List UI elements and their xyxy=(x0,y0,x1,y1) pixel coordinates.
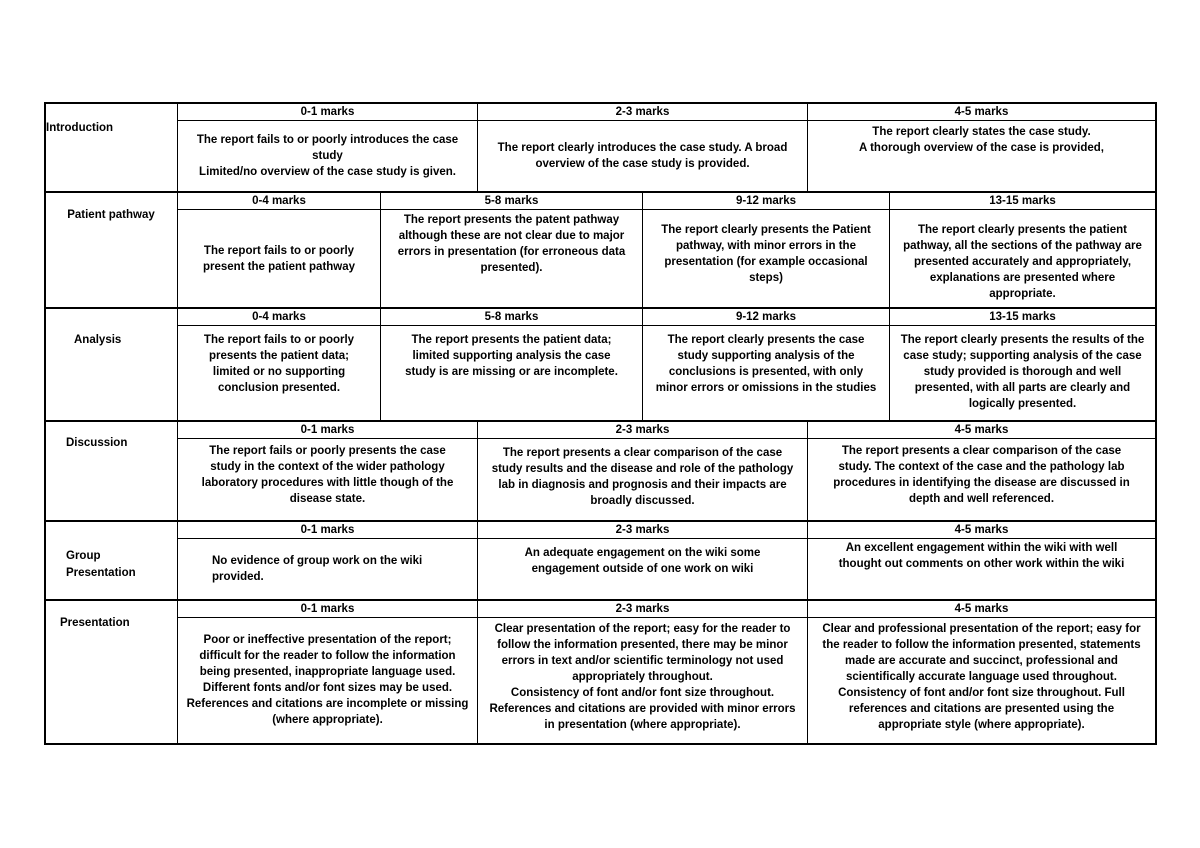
descriptor-cell: The report fails or poorly presents the case study in the context of the wider pathology laboratory procedures with little though of the disease state. xyxy=(178,439,478,520)
marks-band-header: 5-8 marks xyxy=(381,193,643,209)
criterion-label: Patient pathway xyxy=(67,209,155,221)
descriptor-cell: The report presents a clear comparison of the case study. The context of the case and the pathology lab procedures in identifying the disease are discussed in depth and well referenced. xyxy=(833,445,1130,505)
marks-header-row xyxy=(178,422,1155,439)
descriptor-cell: The report clearly presents the patient pathway, all the sections of the pathway are presented accurately and appropriately, explanations are presented where appropriate. xyxy=(903,224,1142,300)
marks-band-header: 13-15 marks xyxy=(989,195,1056,207)
rubric-section-presentation xyxy=(44,599,1157,745)
marks-band-header: 4-5 marks xyxy=(954,106,1009,118)
marks-band-header: 2-3 marks xyxy=(478,104,808,120)
descriptor-cell: The report clearly states the case study. A thorough overview of the case is provided, xyxy=(859,126,1104,154)
marks-band-header: 2-3 marks xyxy=(478,422,808,438)
descriptor-cell: The report clearly introduces the case study. A broad overview of the case study is provided. xyxy=(478,121,808,191)
criterion-cell xyxy=(46,104,178,191)
marks-header-row xyxy=(178,193,1155,210)
marks-band-header: 0-1 marks xyxy=(178,601,478,617)
criterion-cell xyxy=(46,193,178,307)
marks-band-header: 0-4 marks xyxy=(178,193,381,209)
descriptor-cell: No evidence of group work on the wiki provided. xyxy=(178,539,478,599)
marks-band-header: 4-5 marks xyxy=(954,424,1009,436)
criterion-label: Analysis xyxy=(74,334,122,346)
criterion-label: Group Presentation xyxy=(66,550,136,579)
marks-band-header: 0-4 marks xyxy=(178,309,381,325)
rubric-section-patient-pathway xyxy=(44,191,1157,307)
criterion-label: Introduction xyxy=(46,122,114,134)
marks-band-header: 0-1 marks xyxy=(178,522,478,538)
descriptor-cell: An adequate engagement on the wiki some engagement outside of one work on wiki xyxy=(478,539,808,599)
marks-band-header: 0-1 marks xyxy=(178,104,478,120)
criterion-cell xyxy=(46,601,178,743)
criterion-cell xyxy=(46,522,178,599)
marks-band-header: 2-3 marks xyxy=(478,601,808,617)
criterion-cell xyxy=(46,309,178,420)
marks-header-row xyxy=(178,522,1155,539)
descriptor-cell: Clear and professional presentation of the report; easy for the reader to follow the information presented, statements made are accurate and succinct, professional and scientifically accurate language used throughout. Consistency of font and/or font size throughout. Full references and citations are presented using the appropriate style (where appropriate). xyxy=(822,623,1141,731)
descriptor-cell: The report fails to or poorly present the patient pathway xyxy=(178,210,381,307)
criterion-label: Presentation xyxy=(60,617,130,629)
criterion-cell xyxy=(46,422,178,520)
descriptor-cell: The report clearly presents the results of the case study; supporting analysis of the case study provided is thorough and well presented, with all parts are clearly and logically presented. xyxy=(900,334,1145,410)
marking-rubric-table xyxy=(44,102,1157,745)
marks-band-header: 4-5 marks xyxy=(954,524,1009,536)
marks-header-row xyxy=(178,309,1155,326)
marks-band-header: 9-12 marks xyxy=(643,193,890,209)
rubric-section-group-presentation xyxy=(44,520,1157,599)
descriptor-cell: The report clearly presents the Patient pathway, with minor errors in the presentation (for example occasional steps) xyxy=(643,210,890,307)
marks-band-header: 13-15 marks xyxy=(989,311,1056,323)
descriptor-cell: The report presents the patient data; limited supporting analysis the case study is are missing or are incomplete. xyxy=(381,326,643,420)
descriptor-cell: The report presents the patent pathway although these are not clear due to major errors in presentation (for erroneous data presented). xyxy=(381,210,643,307)
marks-header-row xyxy=(178,601,1155,618)
criterion-label: Discussion xyxy=(66,437,128,449)
rubric-section-discussion xyxy=(44,420,1157,520)
descriptor-cell: The report fails to or poorly presents the patient data; limited or no supporting conclusion presented. xyxy=(178,326,381,420)
descriptor-cell: The report presents a clear comparison of the case study results and the disease and role of the pathology lab in diagnosis and prognosis and their impacts are broadly discussed. xyxy=(478,439,808,520)
marks-header-row xyxy=(178,104,1155,121)
descriptor-cell: An excellent engagement within the wiki with well thought out comments on other work within the wiki xyxy=(838,542,1125,570)
marks-band-header: 9-12 marks xyxy=(643,309,890,325)
marks-band-header: 2-3 marks xyxy=(478,522,808,538)
rubric-section-introduction xyxy=(44,102,1157,191)
rubric-section-analysis xyxy=(44,307,1157,420)
marks-band-header: 4-5 marks xyxy=(954,603,1009,615)
marks-band-header: 5-8 marks xyxy=(381,309,643,325)
descriptor-cell: Clear presentation of the report; easy for the reader to follow the information presented, there may be minor errors in text and/or scientific terminology not used appropriately throughout. Consistency of font and/or font size throughout. References and citations are provided with minor errors in presentation (where appropriate). xyxy=(478,618,808,743)
descriptor-cell: The report clearly presents the case study supporting analysis of the conclusions is presented, with only minor errors or omissions in the studies xyxy=(643,326,890,420)
descriptor-cell: Poor or ineffective presentation of the report; difficult for the reader to follow the information being presented, inappropriate language used. Different fonts and/or font sizes may be used. References and citations are incomplete or missing (where appropriate). xyxy=(178,618,478,743)
descriptor-cell: The report fails to or poorly introduces the case study Limited/no overview of the case study is given. xyxy=(178,121,478,191)
marks-band-header: 0-1 marks xyxy=(178,422,478,438)
